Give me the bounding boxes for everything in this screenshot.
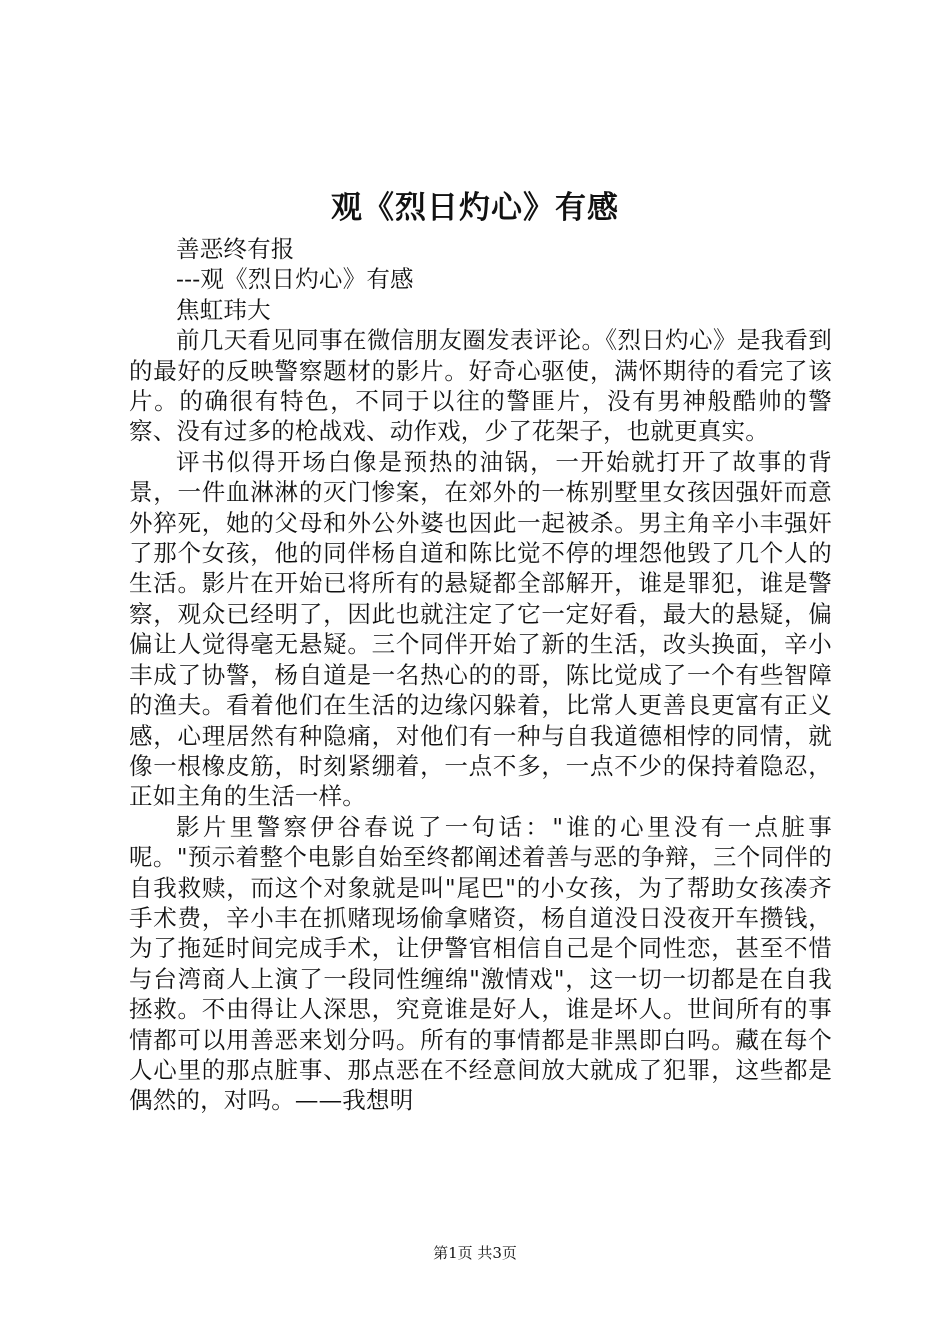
body-paragraph: 前几天看见同事在微信朋友圈发表评论。《烈日灼心》是我看到的最好的反映警察题材的影片。好奇心驱使，满怀期待的看完了该片。的确很有特色，不同于以往的警匪片，没有男神般酷帅的警察、没有过多的枪战戏、动作戏，少了花架子，也就更真实。 — [129, 326, 832, 446]
subtitle-line: 善恶终有报 — [176, 235, 295, 263]
subtitle-line-2: ---观《烈日灼心》有感 — [176, 265, 414, 294]
body-paragraph: 评书似得开场白像是预热的油锅，一开始就打开了故事的背景，一件血淋淋的灭门惨案，在郊外的一栋别墅里女孩因强奸而意外猝死，她的父母和外公外婆也因此一起被杀。男主角辛小丰强奸了那个女孩，他的同伴杨自道和陈比觉不停的埋怨他毁了几个人的生活。影片在开始已将所有的悬疑都全部解开，谁是罪犯，谁是警察，观众已经明了，因此也就注定了它一定好看，最大的悬疑，偏偏让人觉得毫无悬疑。三个同伴开始了新的生活，改头换面，辛小丰成了协警，杨自道是一名热心的的哥，陈比觉成了一个有些智障的渔夫。看着他们在生活的边缘闪躲着，比常人更善良更富有正义感，心理居然有种隐痛，对他们有一种与自我道德相悖的同情，就像一根橡皮筋，时刻紧绷着，一点不多，一点不少的保持着隐忍，正如主角的生活一样。 — [129, 447, 832, 811]
author-line: 焦虹玮大 — [176, 295, 271, 324]
page-footer: 第1页 共3页 — [433, 1244, 517, 1262]
document-title: 观《烈日灼心》有感 — [331, 190, 619, 226]
body-paragraph: 影片里警察伊谷春说了一句话："谁的心里没有一点脏事呢。"预示着整个电影自始至终都阐述着善与恶的争辩，三个同伴的自我救赎，而这个对象就是叫"尾巴"的小女孩，为了帮助女孩凑齐手术费，辛小丰在抓赌现场偷拿赌资，杨自道没日没夜开车攒钱，为了拖延时间完成手术，让伊警官相信自己是个同性恋，甚至不惜与台湾商人上演了一段同性缠绵"激情戏"，这一切一切都是在自我拯救。不由得让人深思，究竟谁是好人，谁是坏人。世间所有的事情都可以用善恶来划分吗。所有的事情都是非黑即白吗。藏在每个人心里的那点脏事、那点恶在不经意间放大就成了犯罪，这些都是偶然的，对吗。——我想明 — [129, 812, 832, 1115]
document-body — [129, 234, 832, 1116]
